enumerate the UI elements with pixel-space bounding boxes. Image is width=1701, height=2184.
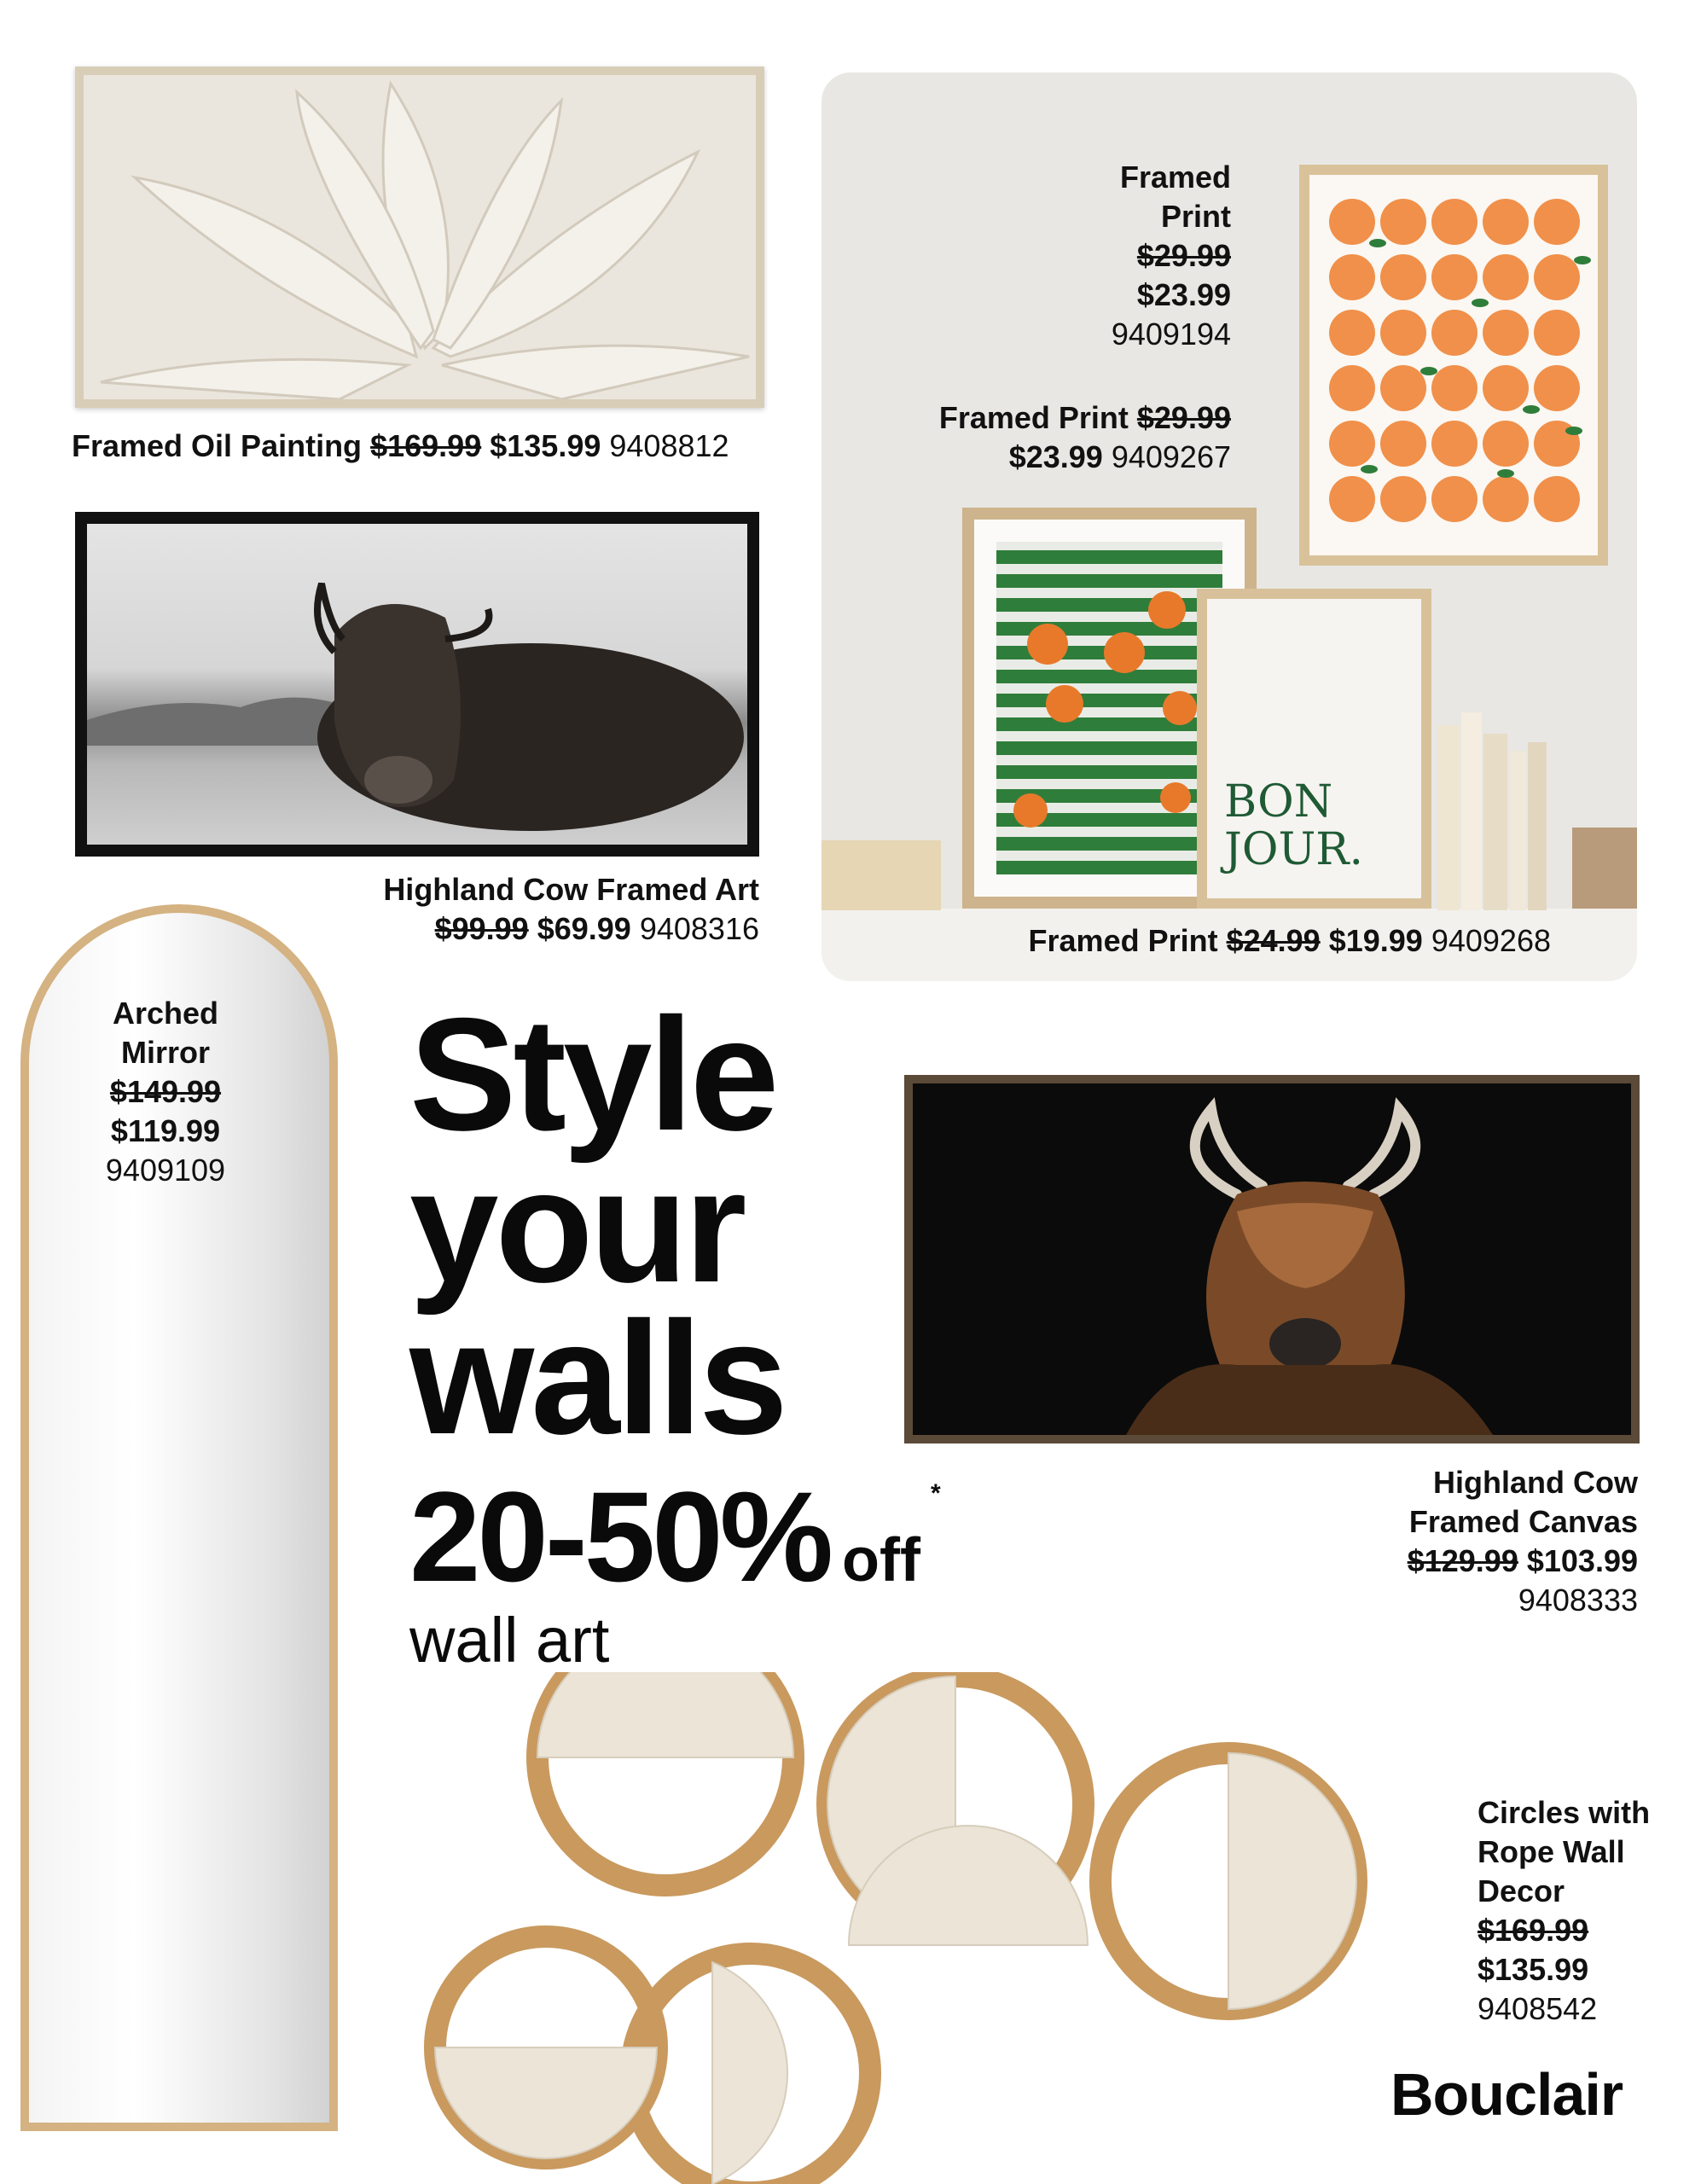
product-name-line-1: Highland Cow <box>1433 1465 1638 1500</box>
wood-block <box>821 840 941 910</box>
original-price: $24.99 <box>1226 923 1321 958</box>
original-price: $99.99 <box>434 911 529 946</box>
framed-prints-photo <box>821 73 1637 981</box>
oil-painting-image <box>75 67 764 408</box>
product-name-line-2: Framed Canvas <box>1408 1504 1638 1539</box>
original-price: $29.99 <box>1136 400 1231 435</box>
headline <box>409 985 941 1676</box>
sale-price: $135.99 <box>490 428 601 463</box>
bouclair-logo: Bouclair <box>1390 2061 1623 2128</box>
bonjour-line-2: JOUR. <box>1224 824 1363 875</box>
asterisk: * <box>930 1479 941 1507</box>
books <box>1437 712 1548 910</box>
sku: 9408542 <box>1477 1991 1598 2026</box>
sku: 9408812 <box>609 428 729 463</box>
headline-subtitle: wall art <box>409 1605 610 1676</box>
oranges-print <box>1299 165 1608 566</box>
headline-line-1: Style <box>409 985 776 1164</box>
product-name-line-2: Mirror <box>120 1035 210 1070</box>
bonjour-print <box>1197 589 1431 909</box>
sku: 9408316 <box>639 911 759 946</box>
sale-price: $23.99 <box>1008 439 1103 474</box>
product-name: Highland Cow Framed Art <box>383 872 759 907</box>
product-name: Framed Print <box>1028 923 1218 958</box>
sale-price: $119.99 <box>110 1113 221 1148</box>
headline-line-3: walls <box>409 1288 785 1467</box>
tiles-print-caption <box>907 398 1231 477</box>
oil-painting-caption <box>72 427 729 466</box>
product-name: Framed Print <box>1119 160 1231 234</box>
product-name-line-1: Arched <box>112 996 219 1031</box>
cow-canvas-caption <box>1331 1463 1638 1620</box>
sale-price: $103.99 <box>1526 1543 1638 1578</box>
original-price: $169.99 <box>370 428 482 463</box>
circles-decor-caption <box>1477 1793 1682 2029</box>
cow-photo <box>87 524 747 845</box>
oranges-pattern <box>1309 175 1598 555</box>
sku: 9409194 <box>1111 317 1231 351</box>
bonjour-line-1: BON <box>1224 776 1333 828</box>
original-price: $169.99 <box>1477 1913 1589 1948</box>
flower-art <box>84 75 756 399</box>
sku: 9409109 <box>105 1153 226 1188</box>
original-price: $29.99 <box>1136 238 1231 273</box>
product-name: Framed Print <box>938 400 1129 435</box>
oranges-print-caption <box>1077 158 1231 354</box>
sale-price: $23.99 <box>1136 277 1231 312</box>
product-name-line-3: Decor <box>1477 1873 1565 1908</box>
sale-price: $19.99 <box>1328 923 1423 958</box>
sku: 9408333 <box>1518 1583 1638 1618</box>
original-price: $129.99 <box>1407 1543 1518 1578</box>
highland-cow-canvas-image <box>904 1075 1640 1443</box>
product-name-line-2: Rope Wall <box>1477 1834 1625 1869</box>
bonjour-print-caption <box>1022 921 1551 961</box>
bonjour-text <box>1224 778 1363 874</box>
mirror-caption <box>89 994 242 1190</box>
highland-cow-framed-art-image <box>75 512 759 857</box>
discount-off: off <box>842 1526 920 1594</box>
sku: 9409267 <box>1111 439 1231 474</box>
orange-branch <box>996 542 1222 874</box>
headline-line-2: your <box>409 1136 744 1316</box>
cow-art-caption <box>358 870 759 949</box>
cow-portrait <box>913 1083 1631 1435</box>
discount-percent: 20-50% <box>409 1465 831 1608</box>
original-price: $149.99 <box>109 1074 222 1109</box>
product-name-line-1: Circles with <box>1477 1795 1651 1830</box>
sku: 9409268 <box>1431 923 1551 958</box>
sale-price: $135.99 <box>1477 1952 1589 1987</box>
product-name: Framed Oil Painting <box>72 428 363 463</box>
stacked-boxes <box>1572 828 1637 909</box>
sale-price: $69.99 <box>537 911 631 946</box>
circles-rope-decor-image <box>375 1672 1484 2184</box>
